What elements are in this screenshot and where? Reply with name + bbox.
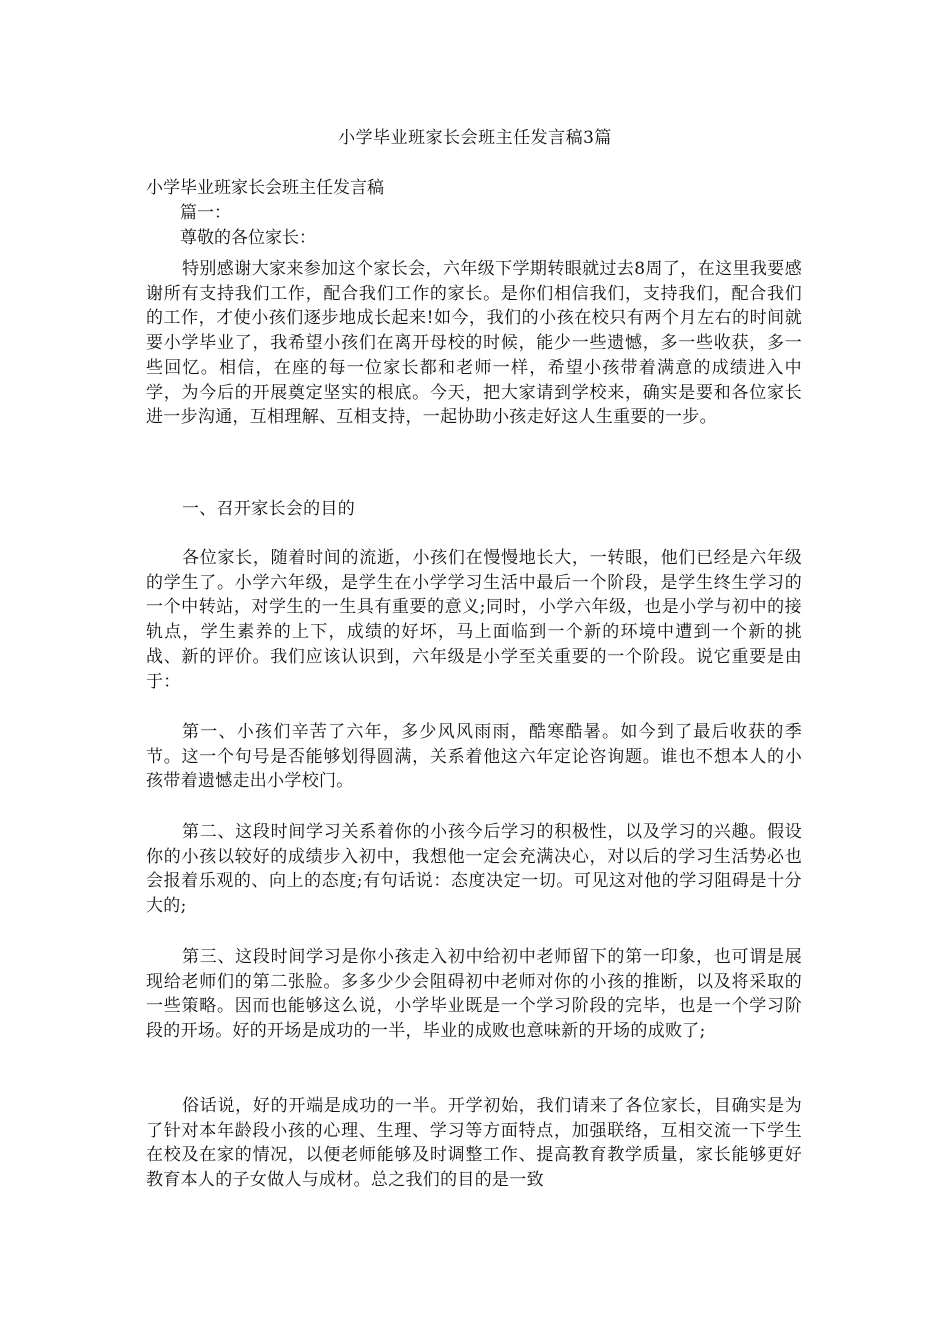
section-heading-purpose: 一、召开家长会的目的 xyxy=(182,499,355,519)
salutation: 尊敬的各位家长： xyxy=(180,228,316,248)
paragraph-third: 第三、这段时间学习是你小孩走入初中给初中老师留下的第一印象，也可谓是展现给老师们的第二张脸。多多少少会阻碍初中老师对你的小孩的推断，以及将采取的一些策略。因而也能够这么说，小学毕业既是一个学习阶段的完毕，也是一个学习阶段的开场。好的开场是成功的一半，毕业的成败也意味新的开场的成败了; xyxy=(146,947,802,1042)
paragraph-purpose: 各位家长，随着时间的流逝，小孩们在慢慢地长大，一转眼，他们已经是六年级的学生了。小学六年级，是学生在小学学习生活中最后一个阶段，是学生终生学习的一个中转站，对学生的一生具有重要的意义;同时，小学六年级，也是小学与初中的接轨点，学生素养的上下，成绩的好坏，马上面临到一个新的环境中遭到一个新的挑战、新的评价。我们应该认识到，六年级是小学至关重要的一个阶段。说它重要是由于： xyxy=(146,548,802,692)
document-subtitle: 小学毕业班家长会班主任发言稿 xyxy=(146,178,384,198)
paragraph-second: 第二、这段时间学习关系着你的小孩今后学习的积极性，以及学习的兴趣。假设你的小孩以较好的成绩步入初中，我想他一定会充满决心，对以后的学习生活势必也会报着乐观的、向上的态度;有句话说：态度决定一切。可见这对他的学习阻碍是十分大的; xyxy=(146,822,802,917)
paragraph-intro: 特别感谢大家来参加这个家长会，六年级下学期转眼就过去8周了，在这里我要感谢所有支持我们工作，配合我们工作的家长。是你们相信我们，支持我们，配合我们的工作，才使小孩们逐步地成长起来!如今，我们的小孩在校只有两个月左右的时间就要小学毕业了，我希望小孩们在离开母校的时候，能少一些遗憾，多一些收获，多一些回忆。相信，在座的每一位家长都和老师一样，希望小孩带着满意的成绩进入中学，为今后的开展奠定坚实的根底。今天，把大家请到学校来，确实是要和各位家长进一步沟通，互相理解、互相支持，一起协助小孩走好这人生重要的一步。 xyxy=(146,259,802,428)
paragraph-proverb: 俗话说，好的开端是成功的一半。开学初始，我们请来了各位家长，目确实是为了针对本年龄段小孩的心理、生理、学习等方面特点，加强联络，互相交流一下学生在校及在家的情况，以便老师能够及时调整工作、提高教育教学质量，家长能够更好教育本人的子女做人与成材。总之我们的目的是一致 xyxy=(146,1096,802,1191)
paragraph-first: 第一、小孩们辛苦了六年，多少风风雨雨，酷寒酷暑。如今到了最后收获的季节。这一个句号是否能够划得圆满，关系着他这六年定论咨询题。谁也不想本人的小孩带着遗憾走出小学校门。 xyxy=(146,722,802,792)
part-label: 篇一： xyxy=(180,203,231,223)
document-title: 小学毕业班家长会班主任发言稿3篇 xyxy=(338,128,612,148)
